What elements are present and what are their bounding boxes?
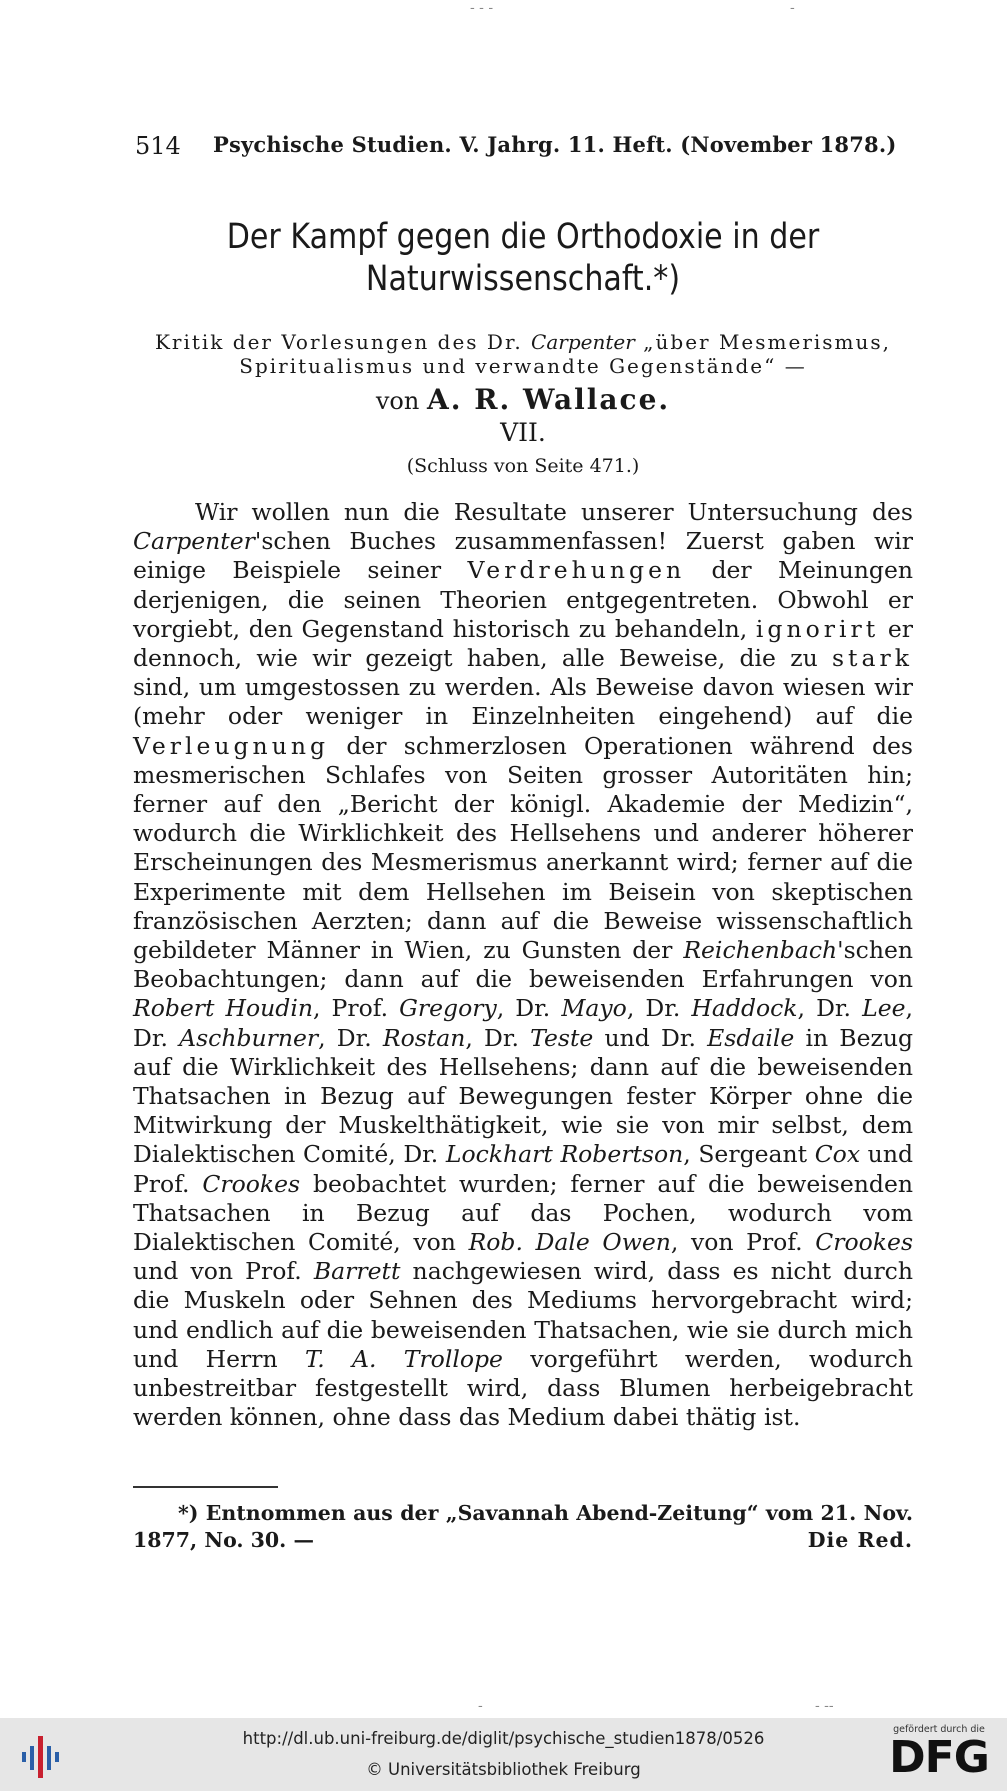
text-run: und von Prof. <box>133 1257 314 1286</box>
footnote-signature: Die Red. <box>807 1528 913 1552</box>
text-run: der Meinungen derjenigen, die seinen Theorien entgegentreten. Obwohl er vorgiebt, den Gegenstand historisch zu behandeln, <box>133 556 913 643</box>
author-name: A. R. Wallace. <box>426 383 671 416</box>
text-run: 'schen Beobachtungen; dann auf die beweisenden Erfahrungen von <box>133 936 913 994</box>
body-paragraph <box>133 498 913 1433</box>
italic-name: Lockhart Robertson <box>445 1140 684 1169</box>
footnote-rule <box>133 1486 278 1488</box>
scan-artifact: ‐ <box>790 0 795 16</box>
dfg-tagline: gefördert durch die <box>893 1724 985 1735</box>
copyright: © Universitätsbibliothek Freiburg <box>366 1760 641 1779</box>
spaced-emphasis: stark <box>832 644 913 673</box>
byline-von: von <box>375 387 420 415</box>
text-run: beobachtet wurden; ferner auf die beweisenden Thatsachen in Bezug auf das Pochen, wodurch vom Dialektischen Comité, von <box>133 1169 913 1257</box>
italic-name: Cox <box>814 1140 861 1169</box>
scan-artifact: ‐ ‐‐ <box>815 1698 834 1714</box>
subtitle-name: Carpenter <box>531 330 635 354</box>
dfg-logo <box>885 1724 993 1786</box>
text-run: der schmerzlosen Operationen während des mesmerischen Schlafes von Seiten grosser Autoritäten hin; ferner auf den „Bericht der königl. Akademie der Medizin“, wodurch die Wirklichkeit des Hellsehens und anderer höherer Erscheinungen des Mesmerismus anerkannt wird; ferner auf die Experimente mit dem Hellsehen im Beisein von skeptischen französischen Aerzten; dann auf die Beweise wissenschaftlich gebildeter Männer in Wien, zu Gunsten der <box>133 731 913 965</box>
text-run: und Dr. <box>593 1023 708 1052</box>
italic-name: Aschburner <box>179 1023 319 1052</box>
italic-name: Mayo <box>561 994 627 1023</box>
italic-name: Teste <box>530 1023 594 1052</box>
running-title: Psychische Studien. V. Jahrg. 11. Heft. (November 1878.) <box>213 132 897 157</box>
section-number: VII. <box>500 418 546 447</box>
body-text <box>133 498 913 1433</box>
text-run: , Prof. <box>313 994 400 1023</box>
italic-name: Rob. Dale Owen <box>468 1228 671 1257</box>
text-run: , von Prof. <box>670 1228 816 1257</box>
scan-artifact: ‐ ‐ ‐ <box>470 0 494 16</box>
italic-name: Crookes <box>202 1169 301 1198</box>
text-run: Wir wollen nun die Resultate unserer Untersuchung des <box>195 498 913 526</box>
text-run: in Bezug auf die Wirklichkeit des Hellsehens; dann auf die beweisenden Thatsachen in Bezug auf Bewegungen fester Körper ohne die Mitwirkung der Muskelthätigkeit, wie sie von mir selbst, dem Dialektischen Comité, Dr. <box>133 1023 914 1169</box>
footnote <box>133 1500 913 1554</box>
italic-name: Lee <box>862 994 906 1023</box>
title-line-1: Der Kampf gegen die Orthodoxie in der <box>226 217 820 257</box>
italic-name: Reichenbach <box>683 936 838 965</box>
italic-name: Gregory <box>399 994 497 1023</box>
source-url[interactable]: http://dl.ub.uni-freiburg.de/diglit/psychische_studien1878/0526 <box>242 1729 765 1748</box>
spaced-emphasis: Verleugnung <box>133 731 330 760</box>
text-run: 'schen Buches zusammenfassen! Zuerst gaben wir einige Beispiele seiner <box>133 527 913 585</box>
viewer-footer <box>0 1718 1007 1791</box>
title-line-2: Naturwissenschaft.*) <box>365 259 681 299</box>
article-title <box>188 216 859 300</box>
text-run: , Dr. <box>797 994 863 1023</box>
text-run: er dennoch, wie wir gezeigt haben, alle Beweise, die zu <box>133 614 913 673</box>
text-run: , Dr. <box>133 994 913 1052</box>
scan-artifact: ‐ <box>478 1698 483 1714</box>
italic-name: Rostan <box>382 1023 466 1052</box>
footnote-text: *) Entnommen aus der „Savannah Abend-Zeitung“ vom 21. Nov. 1877, No. 30. — <box>133 1501 913 1552</box>
text-run: und Prof. <box>133 1140 913 1198</box>
article-subtitle <box>133 330 913 378</box>
italic-name: Crookes <box>815 1228 913 1257</box>
byline <box>133 383 913 416</box>
text-run: vorgeführt werden, wodurch unbestreitbar festgestellt wird, dass Blumen herbeigebracht werden können, ohne dass das Medium dabei thätig ist. <box>133 1344 913 1432</box>
text-run: , Dr. <box>626 994 692 1023</box>
text-run: , Dr. <box>496 994 562 1023</box>
dfg-logo-text: DFG <box>889 1732 989 1783</box>
italic-name: Barrett <box>313 1257 401 1286</box>
text-run: , Sergeant <box>683 1140 815 1169</box>
text-run: nachgewiesen wird, dass es nicht durch die Muskeln oder Sehnen des Mediums hervorgebracht wird; und endlich auf die beweisenden Thatsachen, wie sie durch mich und Herrn <box>133 1257 913 1373</box>
spaced-emphasis: ignorirt <box>755 614 880 643</box>
text-run: , Dr. <box>318 1023 383 1052</box>
italic-name: Carpenter <box>133 527 255 556</box>
continuation-note: (Schluss von Seite 471.) <box>406 455 640 477</box>
spaced-emphasis: Verdrehungen <box>467 556 686 585</box>
text-run: , Dr. <box>465 1023 531 1052</box>
italic-name: T. A. Trollope <box>304 1344 503 1373</box>
subtitle-pre: Kritik der Vorlesungen des Dr. <box>154 330 532 354</box>
page-number: 514 <box>135 132 181 160</box>
italic-name: Esdaile <box>707 1023 795 1052</box>
text-run: sind, um umgestossen zu werden. Als Beweise davon wiesen wir (mehr oder weniger in Einzelnheiten eingehend) auf die <box>133 673 913 731</box>
subtitle-post: „über Mesmerismus, Spiritualismus und verwandte Gegenstände“ — <box>239 330 892 378</box>
italic-name: Haddock <box>691 994 798 1023</box>
italic-name: Robert Houdin <box>133 994 314 1023</box>
